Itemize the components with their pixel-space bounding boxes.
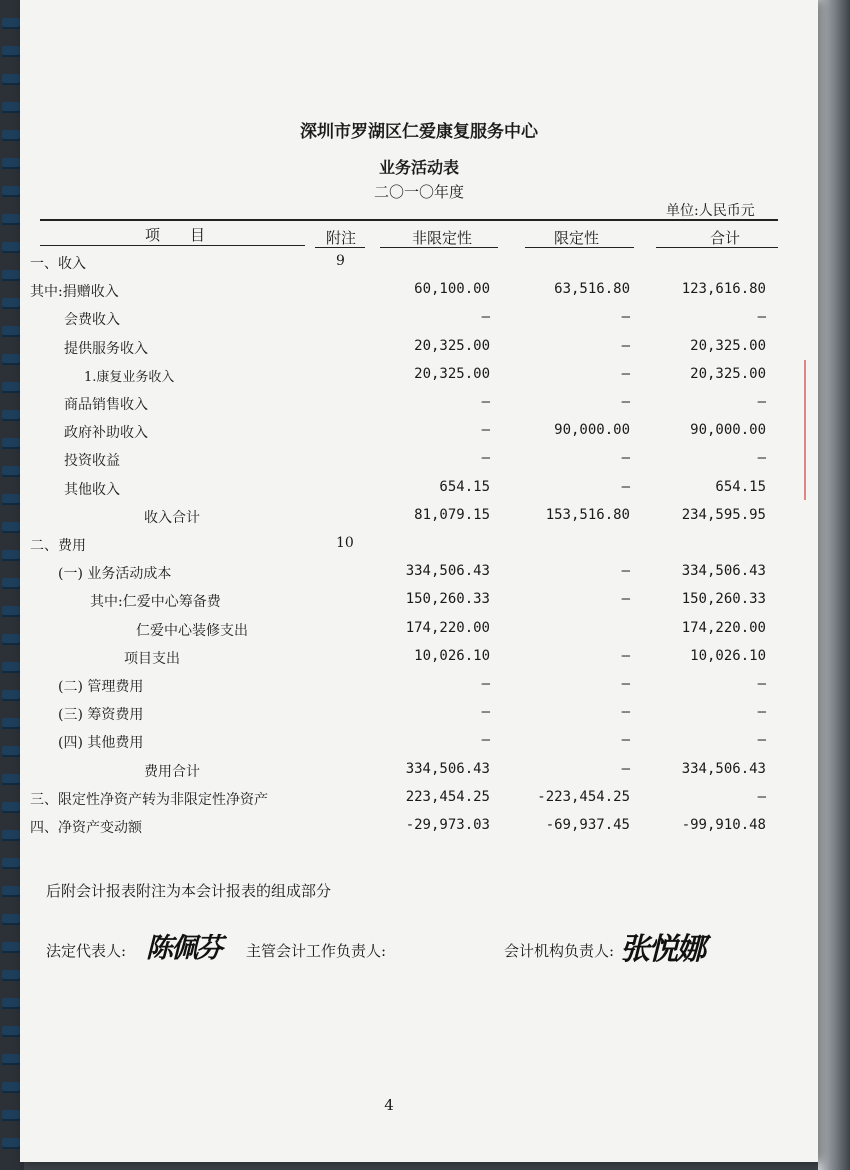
row-total: 234,595.95 — [681, 506, 766, 523]
row-label: (一) 业务活动成本 — [58, 566, 172, 583]
row-label: 四、净资产变动额 — [30, 820, 142, 836]
header-top-rule — [40, 219, 778, 221]
row-unrestricted: 334,506.43 — [405, 760, 490, 777]
row-unrestricted: – — [481, 422, 490, 439]
row-restricted: – — [621, 732, 630, 749]
row-unrestricted: – — [481, 704, 490, 721]
row-restricted: – — [621, 563, 630, 580]
binding-ring — [2, 942, 20, 953]
row-total: – — [757, 732, 766, 749]
row-unrestricted: 150,260.33 — [405, 591, 490, 608]
row-label: 会费收入 — [64, 312, 120, 329]
row-unrestricted: 654.15 — [439, 478, 490, 495]
row-restricted: – — [621, 760, 630, 777]
row-total: – — [757, 394, 766, 410]
binding-ring — [2, 914, 20, 925]
binding-ring — [2, 578, 20, 589]
binding-ring — [2, 550, 20, 561]
binding-ring — [2, 130, 20, 141]
binding-ring — [2, 74, 20, 85]
row-label: 项目支出 — [124, 650, 180, 667]
row-label: 其他收入 — [64, 481, 120, 498]
row-label: (三) 筹资费用 — [58, 707, 144, 724]
row-total: – — [757, 450, 766, 467]
row-label: 其中:捐赠收入 — [30, 284, 119, 301]
row-label: 二、费用 — [30, 538, 86, 554]
column-header-item: 项 目 — [145, 226, 206, 244]
binding-ring — [2, 774, 20, 785]
row-unrestricted: -29,973.03 — [405, 817, 490, 833]
footnote: 后附会计报表附注为本会计报表的组成部分 — [46, 882, 332, 900]
row-label: 仁爱中心装修支出 — [136, 622, 248, 639]
row-unrestricted: 20,325.00 — [414, 337, 490, 354]
report-year: 二〇一〇年度 — [373, 183, 464, 201]
row-total: 654.15 — [715, 478, 766, 495]
binding-ring — [2, 18, 20, 29]
row-label: 一、收入 — [30, 256, 86, 272]
binding-ring — [2, 438, 20, 449]
row-restricted: 63,516.80 — [554, 281, 630, 298]
binding-ring — [2, 410, 20, 421]
binding-ring — [2, 46, 20, 57]
binding-ring — [2, 466, 20, 477]
row-total: – — [757, 704, 766, 721]
row-restricted: -223,454.25 — [537, 788, 630, 805]
binding-ring — [2, 382, 20, 393]
row-restricted: 153,516.80 — [545, 506, 630, 523]
binding-ring — [2, 858, 20, 869]
row-note: 9 — [336, 253, 345, 269]
binding-ring — [2, 1054, 20, 1065]
binding-ring — [2, 802, 20, 813]
binding-ring — [2, 746, 20, 757]
row-restricted: -69,937.45 — [545, 817, 630, 833]
row-unrestricted: 174,220.00 — [405, 619, 490, 636]
header-rule-unrestricted — [380, 247, 498, 248]
binding-ring — [2, 522, 20, 533]
binding-ring — [2, 718, 20, 729]
column-header-total: 合计 — [710, 229, 741, 247]
row-unrestricted: 81,079.15 — [414, 506, 490, 523]
binding-ring — [2, 998, 20, 1009]
row-total: 334,506.43 — [681, 760, 766, 777]
binding-ring — [2, 214, 20, 225]
binding-ring — [2, 1026, 20, 1037]
page-number: 4 — [384, 1096, 394, 1114]
row-total: 10,026.10 — [690, 647, 766, 664]
binding-ring — [2, 158, 20, 169]
row-unrestricted: – — [481, 309, 490, 326]
row-unrestricted: 60,100.00 — [414, 281, 490, 298]
row-total: 334,506.43 — [681, 563, 766, 580]
legal-rep-label: 法定代表人: — [46, 942, 127, 960]
header-rule-note — [315, 247, 365, 248]
legal-rep-signature: 陈佩芬 — [146, 933, 221, 964]
row-unrestricted: 223,454.25 — [405, 788, 490, 805]
accounting-head-label: 会计机构负责人: — [504, 942, 615, 960]
org-title: 深圳市罗湖区仁爱康复服务中心 — [300, 122, 538, 142]
header-rule-total — [656, 247, 778, 248]
row-restricted: – — [621, 647, 630, 664]
binding-ring — [2, 354, 20, 365]
row-restricted: – — [621, 478, 630, 495]
binding-ring — [2, 270, 20, 281]
row-total: 20,325.00 — [690, 337, 766, 354]
row-total: 174,220.00 — [681, 619, 766, 636]
row-label: 费用合计 — [144, 763, 200, 780]
row-total: 150,260.33 — [681, 591, 766, 608]
row-label: 收入合计 — [144, 509, 200, 526]
row-total: – — [757, 309, 766, 326]
header-rule-item — [40, 245, 305, 246]
row-unrestricted: 334,506.43 — [405, 563, 490, 580]
row-restricted: – — [621, 394, 630, 410]
row-label: 提供服务收入 — [64, 340, 148, 357]
row-unrestricted: 10,026.10 — [414, 647, 490, 664]
row-total: -99,910.48 — [681, 817, 766, 833]
row-restricted: – — [621, 365, 630, 382]
row-restricted: – — [621, 591, 630, 608]
binding-ring — [2, 606, 20, 617]
row-unrestricted: – — [481, 732, 490, 749]
row-label: 三、限定性净资产转为非限定性净资产 — [30, 791, 268, 808]
supervisor-label: 主管会计工作负责人: — [246, 942, 387, 960]
stamp-fragment — [804, 360, 816, 500]
row-total: 20,325.00 — [690, 365, 766, 382]
row-total: 123,616.80 — [681, 281, 766, 298]
row-label: (四) 其他费用 — [58, 735, 144, 752]
binding-ring — [2, 242, 20, 253]
row-label: 政府补助收入 — [64, 425, 148, 442]
row-label: 商品销售收入 — [64, 397, 148, 413]
row-total: 90,000.00 — [690, 422, 766, 439]
row-unrestricted: 20,325.00 — [414, 365, 490, 382]
binding-ring — [2, 830, 20, 841]
column-header-unrestricted: 非限定性 — [412, 229, 473, 247]
binding-ring — [2, 662, 20, 673]
binding-ring — [2, 494, 20, 505]
binding-ring — [2, 102, 20, 113]
binding-ring — [2, 690, 20, 701]
report-title: 业务活动表 — [378, 158, 459, 177]
binding-ring — [2, 1082, 20, 1093]
row-unrestricted: – — [481, 394, 490, 410]
row-restricted: – — [621, 450, 630, 467]
column-header-restricted: 限定性 — [554, 229, 600, 247]
row-unrestricted: – — [481, 676, 490, 692]
row-unrestricted: – — [481, 450, 490, 467]
row-label: (二) 管理费用 — [58, 679, 144, 695]
header-rule-restricted — [525, 247, 634, 248]
row-restricted: – — [621, 704, 630, 721]
binding-ring — [2, 886, 20, 897]
row-restricted: – — [621, 337, 630, 354]
document-page — [20, 0, 818, 1162]
row-label: 1.康复业务收入 — [84, 369, 175, 385]
binding-ring — [2, 186, 20, 197]
binding-ring — [2, 1110, 20, 1121]
row-note: 10 — [336, 535, 354, 551]
row-restricted: – — [621, 309, 630, 326]
row-label: 投资收益 — [64, 453, 120, 470]
row-total: – — [757, 788, 766, 805]
binding-ring — [2, 326, 20, 337]
row-label: 其中:仁爱中心筹备费 — [90, 594, 221, 611]
binding-ring — [2, 634, 20, 645]
row-total: – — [757, 676, 766, 692]
binding-ring — [2, 1138, 20, 1149]
row-restricted: 90,000.00 — [554, 422, 630, 439]
currency-unit: 单位:人民币元 — [666, 203, 755, 219]
page-edge — [818, 0, 850, 1170]
column-header-note: 附注 — [326, 229, 357, 247]
binding-ring — [2, 298, 20, 309]
row-restricted: – — [621, 676, 630, 692]
binding-ring — [2, 970, 20, 981]
accounting-head-signature: 张悦娜 — [620, 932, 704, 967]
